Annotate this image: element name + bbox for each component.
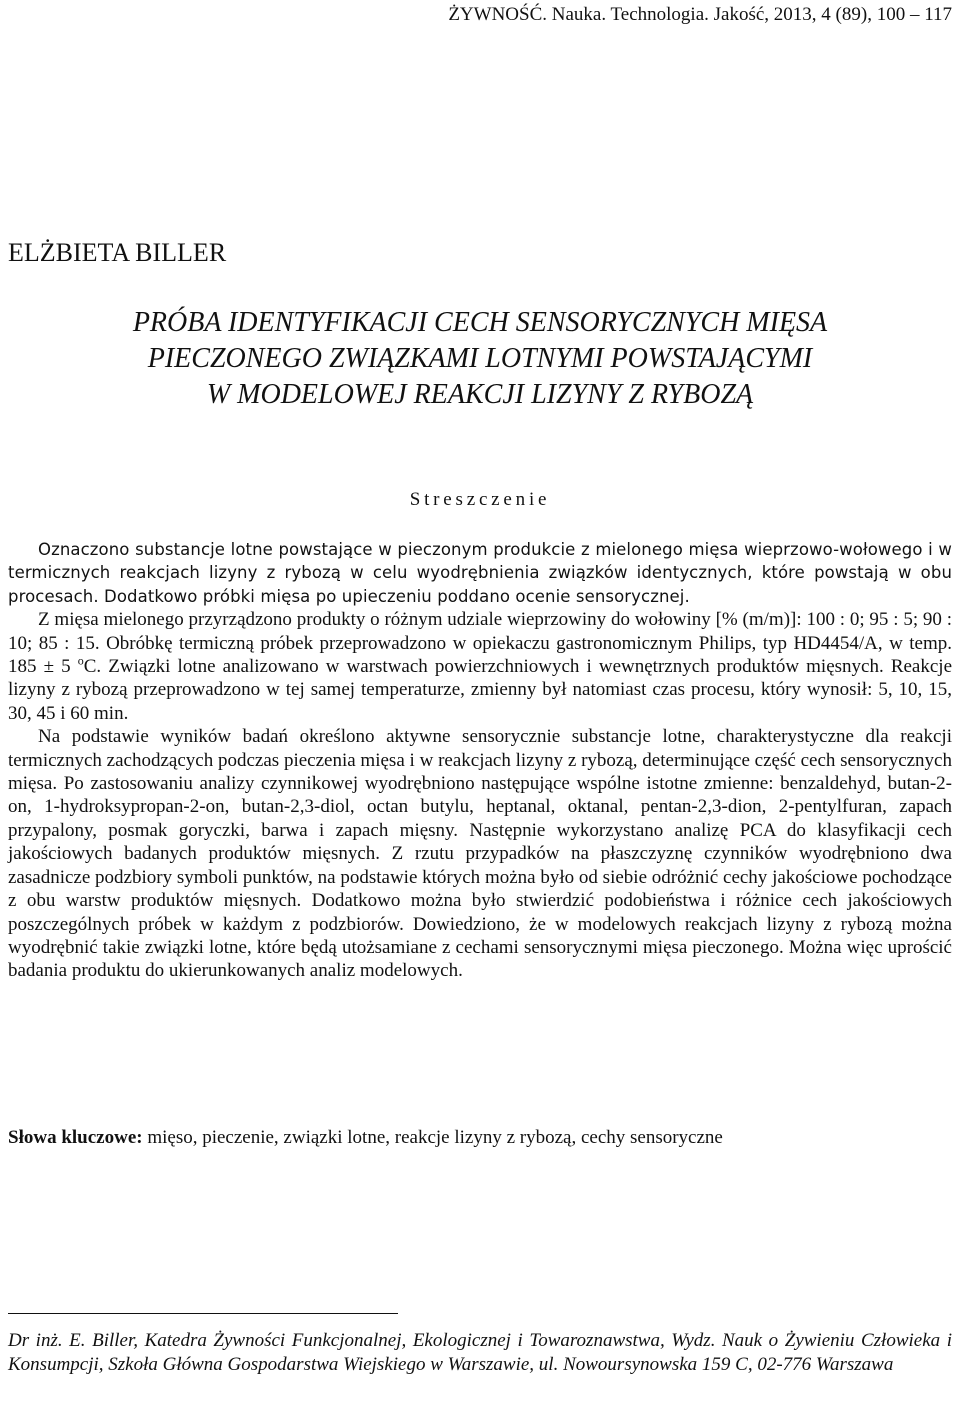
abstract-body <box>8 538 952 983</box>
abstract-heading: Streszczenie <box>409 489 551 510</box>
abstract-paragraph-2-text-b: C. Związki lotne analizowano w warstwach powierzchniowych i wewnętrznych produktów mięsnych. Reakcje lizyny z rybozą przeprowadzono w tej samej temperaturze, zmienny był natomiast czas procesu, który wynosił: 5, 10, 15, 30, 45 i 60 min. <box>8 656 952 724</box>
keywords <box>8 1127 952 1149</box>
abstract-paragraph-2 <box>8 608 952 725</box>
title-line-2: PIECZONEGO ZWIĄZKAMI LOTNYMI POWSTAJĄCYMI <box>147 343 813 374</box>
degree-superscript: o <box>77 653 84 668</box>
author-name: ELŻBIETA BILLER <box>8 238 227 267</box>
abstract-paragraph-1: Oznaczono substancje lotne powstające w pieczonym produkcie z mielonego mięsa wieprzowo-wołowego i w termicznych reakcjach lizyny z rybozą w celu wyodrębnienia związków identycznych, które powstają w obu procesach. Dodatkowo próbki mięsa po upieczeniu poddano ocenie sensorycznej. <box>8 540 952 606</box>
keywords-label: Słowa kluczowe: <box>8 1127 143 1148</box>
author-affiliation-footnote: Dr inż. E. Biller, Katedra Żywności Funkcjonalnej, Ekologicznej i Towaroznawstwa, Wydz. Nauk o Żywieniu Człowieka i Konsumpcji, Szkoła Główna Gospodarstwa Wiejskiego w Warszawie, ul. Nowoursynowska 159 C, 02-776 Warszawa <box>8 1330 952 1375</box>
title-line-3: W MODELOWEJ REAKCJI LIZYNY Z RYBOZĄ <box>206 379 754 410</box>
running-head: ŻYWNOŚĆ. Nauka. Technologia. Jakość, 2013, 4 (89), 100 – 117 <box>448 4 952 25</box>
abstract-paragraph-2-text-a: Z mięsa mielonego przyrządzono produkty o różnym udziale wieprzowiny do wołowiny [% (m/m)]: 100 : 0; 95 : 5; 90 : 10; 85 : 15. Obróbkę termiczną próbek przeprowadzono w opiekaczu gastronomicznym Philips, typ HD4454/A, w temp. 185 ± 5 <box>8 609 952 678</box>
title-line-1: PRÓBA IDENTYFIKACJI CECH SENSORYCZNYCH MIĘSA <box>132 307 828 338</box>
article-title <box>0 305 960 413</box>
keywords-text: mięso, pieczenie, związki lotne, reakcje lizyny z rybozą, cechy sensoryczne <box>142 1127 723 1148</box>
footnote-divider <box>8 1313 398 1314</box>
abstract-paragraph-3: Na podstawie wyników badań określono aktywne sensorycznie substancje lotne, charakterystyczne dla reakcji termicznych zachodzących podczas pieczenia mięsa i w reakcjach lizyny z rybozą, determinujące część cech sensorycznych mięsa. Po zastosowaniu analizy czynnikowej wyodrębniono następujące wspólne istotne zmienne: benzaldehyd, butan-2-on, 1-hydroksypropan-2-on, butan-2,3-diol, octan butylu, heptanal, oktanal, pentan-2,3-dion, 2-pentylfuran, zapach przypalony, posmak goryczki, barwa i zapach mięsny. Następnie wykorzystano analizę PCA do klasyfikacji cech jakościowych badanych produktów mięsnych. Z rzutu przypadków na płaszczyznę czynników wyodrębniono dwa zasadnicze podzbiory symboli punktów, na podstawie których można było od siebie odróżnić cechy jakościowe pochodzące z obu warstw produktów mięsnych. Dodatkowo można było stwierdzić podobieństwa i różnice cech jakościowych poszczególnych próbek w każdym z podzbiorów. Dowiedziono, że w modelowych reakcjach lizyny z rybozą można wyodrębnić takie związki lotne, które będą utożsamiane z cechami sensorycznymi mięsa pieczonego. Można więc uprościć badania produktu do ukierunkowanych analiz modelowych. <box>8 726 952 982</box>
